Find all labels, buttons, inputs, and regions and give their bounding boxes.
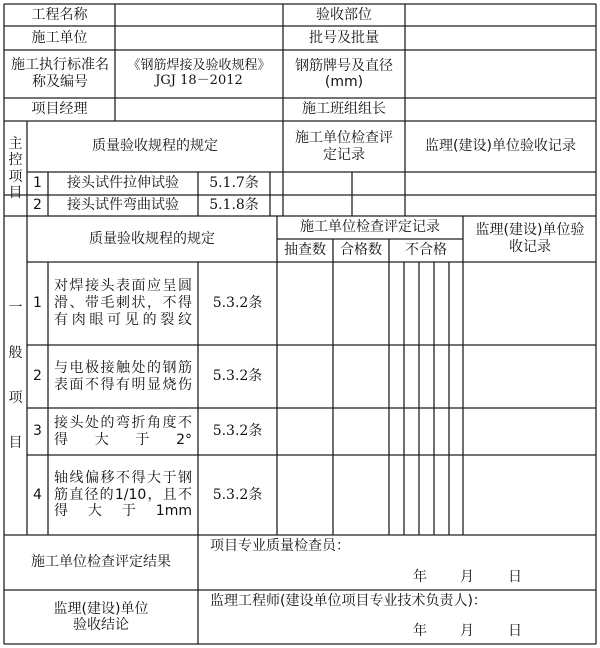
project-name-value[interactable] [115, 4, 283, 26]
col-fail: 不合格 [405, 242, 447, 259]
standard-value-line1: 《钢筋焊接及验收规程》 [127, 58, 271, 74]
supervision-conclusion-label [4, 590, 198, 644]
project-manager-value[interactable] [115, 98, 283, 121]
col-sample: 抽查数 [284, 242, 326, 259]
batch-value[interactable] [405, 26, 596, 50]
general-item-text: 轴线偏移不得大于钢筋直径的1/10，且不得大于1mm [54, 469, 192, 520]
general-item-clause: 5.3.2条 [212, 295, 263, 312]
general-item-no: 1 [33, 295, 42, 312]
rebar-label [283, 50, 405, 98]
main-control-supervision-header: 监理(建设)单位验收记录 [425, 138, 576, 155]
general-item-clause: 5.3.2条 [212, 368, 263, 385]
general-item-text: 接头处的弯折角度不得大于2° [54, 414, 192, 448]
main-control-char: 目 [8, 184, 23, 201]
general-item-no: 3 [33, 423, 42, 440]
general-item-text: 与电极接触处的钢筋表面不得有明显烧伤 [54, 359, 192, 393]
rebar-label-line1: 钢筋牌号及直径 [295, 57, 393, 74]
main-item-no: 1 [33, 175, 42, 192]
date-month: 月 [460, 568, 474, 585]
standard-value [115, 50, 283, 98]
col-pass: 合格数 [340, 242, 382, 259]
general-check-record-header: 施工单位检查评定记录 [300, 219, 440, 236]
check-result-label: 施工单位检查评定结果 [31, 554, 171, 571]
general-spec-header: 质量验收规程的规定 [89, 230, 215, 247]
rebar-label-line2: (mm) [324, 74, 364, 90]
general-section-label [4, 216, 27, 535]
project-manager-label: 项目经理 [31, 101, 88, 118]
general-item-no: 4 [33, 486, 42, 503]
main-item-no: 2 [33, 197, 42, 214]
main-control-spec-header: 质量验收规程的规定 [92, 138, 218, 155]
main-control-char: 项 [8, 168, 23, 185]
general-item-no: 2 [33, 368, 42, 385]
supervision-conclusion-line2: 验收结论 [73, 617, 129, 633]
batch-label: 批号及批量 [309, 29, 379, 46]
date-year: 年 [413, 568, 427, 585]
construction-unit-label: 施工单位 [31, 29, 88, 46]
general-item-text: 对焊接头表面应呈圆滑、带毛刺状，不得有肉眼可见的裂纹 [54, 278, 192, 328]
date-day: 日 [508, 568, 522, 585]
general-char: 目 [8, 434, 23, 451]
general-item-clause: 5.3.2条 [212, 423, 263, 440]
main-control-section-label [4, 121, 27, 216]
rebar-value[interactable] [405, 50, 596, 98]
standard-value-line2: JGJ 18－2012 [155, 73, 243, 88]
supervision-conclusion-line1: 监理(建设)单位 [53, 600, 149, 617]
inspector-label: 项目专业质量检查员： [210, 537, 350, 554]
general-supervision-header: 监理(建设)单位验收记录 [475, 222, 585, 255]
engineer-label: 监理工程师(建设单位项目专业技术负责人)： [210, 592, 487, 609]
acceptance-part-value[interactable] [405, 4, 596, 26]
team-leader-label: 施工班组组长 [302, 101, 386, 118]
general-char: 般 [8, 345, 23, 362]
general-char: 项 [8, 389, 23, 406]
general-char: 一 [8, 300, 23, 317]
team-leader-value[interactable] [405, 98, 596, 121]
general-item-clause: 5.3.2条 [212, 486, 263, 503]
main-control-check-record-header: 施工单位检查评定记录 [295, 129, 393, 163]
main-item-text: 接头试件拉伸试验 [67, 175, 179, 192]
main-control-char: 主 [8, 136, 23, 153]
acceptance-part-label: 验收部位 [316, 6, 372, 23]
date-month: 月 [460, 622, 474, 639]
standard-label: 施工执行标准名称及编号 [11, 57, 109, 90]
main-item-text: 接头试件弯曲试验 [67, 197, 179, 214]
main-item-clause: 5.1.8条 [209, 197, 259, 214]
project-name-label: 工程名称 [31, 6, 88, 23]
date-year: 年 [413, 622, 427, 639]
main-control-char: 控 [8, 152, 23, 169]
construction-unit-value[interactable] [115, 26, 283, 50]
main-item-clause: 5.1.7条 [209, 175, 259, 192]
date-day: 日 [508, 622, 522, 639]
